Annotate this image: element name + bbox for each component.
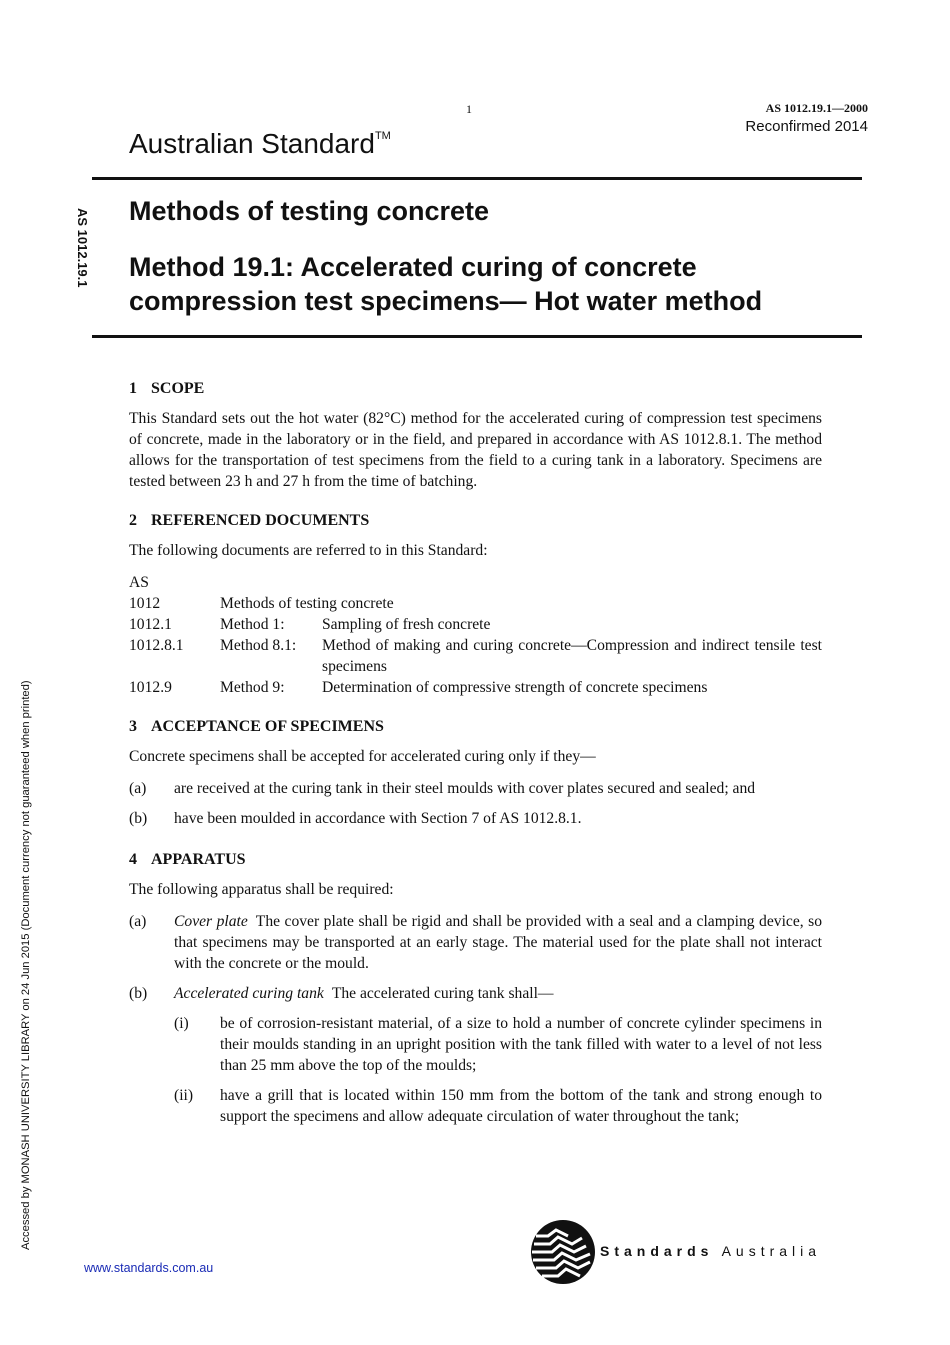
section-title: APPARATUS (151, 851, 246, 868)
scope-paragraph: This Standard sets out the hot water (82°C) method for the accelerated curing of compression test specimens of concrete, made in the laboratory or in the field, and prepared in accordance with AS 1012.8.1. The method allows for the transportation of test specimens from the field to a curing tank in a laboratory. Specimens are tested between 23 h and 27 h from the time of batching. (129, 410, 822, 490)
ref-description: Method of making and curing concrete—Compression and indirect tensile test specimens (322, 637, 822, 675)
list-item (129, 778, 822, 799)
section-heading-referenced (129, 510, 822, 531)
ref-method: Method 8.1: (220, 637, 297, 654)
reconfirmed-note: Reconfirmed 2014 (745, 118, 868, 135)
item-term: Cover plate (174, 913, 248, 930)
access-note (20, 680, 40, 1270)
list-text: be of corrosion-resistant material, of a size to hold a number of concrete cylinder specimens in their moulds standing in an upright position with the tank filled with water to a level of not less than 25 mm above the top of the moulds; (220, 1015, 822, 1074)
list-item (129, 808, 822, 829)
table-row (129, 677, 822, 698)
list-label: (a) (129, 913, 147, 930)
ref-method: Method 1: (220, 616, 285, 633)
list-text (174, 911, 822, 974)
section-title: ACCEPTANCE OF SPECIMENS (151, 718, 384, 735)
table-row (129, 593, 822, 614)
trademark-mark: TM (374, 130, 391, 142)
ref-description: Determination of compressive strength of concrete specimens (322, 679, 708, 696)
ref-method: Methods of testing concrete (220, 595, 394, 612)
item-term: Accelerated curing tank (174, 985, 324, 1002)
apparatus-intro: The following apparatus shall be required: (129, 881, 394, 898)
section-heading-acceptance (129, 716, 822, 737)
spine-label (70, 208, 94, 318)
top-rule (92, 177, 862, 180)
section-number: 2 (129, 512, 137, 529)
list-text (174, 983, 822, 1004)
standard-prefix: AS (129, 574, 149, 591)
ref-code: 1012 (129, 595, 161, 612)
list-label: (b) (129, 810, 148, 827)
list-label: (b) (129, 985, 148, 1002)
website-link[interactable]: www.standards.com.au (84, 1261, 214, 1275)
brand-name: Australian Standard (129, 128, 375, 159)
method-title: Method 19.1: Accelerated curing of concrete compression test specimens— Hot water method (129, 252, 763, 316)
list-text: have been moulded in accordance with Section 7 of AS 1012.8.1. (174, 810, 582, 827)
table-row (129, 614, 822, 635)
section-heading-apparatus (129, 849, 822, 870)
referenced-intro: The following documents are referred to in this Standard: (129, 542, 488, 559)
item-body: The accelerated curing tank shall— (331, 985, 554, 1002)
ref-code: 1012.1 (129, 616, 172, 633)
item-body: The cover plate shall be rigid and shall be provided with a seal and a clamping device, so that specimens may be transported at an early stage. The material used for the plate shall not interact with the concrete or the mould. (174, 913, 823, 972)
document-code: AS 1012.19.1—2000 (765, 101, 868, 115)
section-title: REFERENCED DOCUMENTS (151, 512, 370, 529)
logo-word-australia: Australia (721, 1243, 822, 1259)
section-title: SCOPE (151, 380, 205, 397)
ref-code: 1012.9 (129, 679, 172, 696)
sub-list-item (174, 1085, 822, 1127)
section-number: 4 (129, 851, 137, 868)
spine-label-text: AS 1012.19.1 (75, 208, 90, 288)
section-number: 1 (129, 380, 137, 397)
main-title: Methods of testing concrete (129, 196, 490, 226)
standards-australia-logo-icon (528, 1218, 598, 1286)
section-number: 3 (129, 718, 137, 735)
document-body (129, 378, 822, 1136)
title-rule (92, 335, 862, 338)
ref-method: Method 9: (220, 679, 285, 696)
list-text: are received at the curing tank in their steel moulds with cover plates secured and sealed; and (174, 780, 756, 797)
logo-word-standards: Standards (600, 1243, 714, 1259)
table-row (129, 635, 822, 677)
list-item (129, 911, 822, 974)
list-label: (i) (174, 1015, 189, 1032)
ref-code: 1012.8.1 (129, 637, 184, 654)
ref-description: Sampling of fresh concrete (322, 616, 491, 633)
logo-wordmark (600, 1243, 821, 1259)
list-item (129, 983, 822, 1004)
brand-title (129, 128, 391, 160)
list-label: (ii) (174, 1087, 194, 1104)
access-note-text: Accessed by MONASH UNIVERSITY LIBRARY on 24 Jun 2015 (Document currency not guaranteed when printed) (20, 680, 32, 1250)
sub-list-item (174, 1013, 822, 1076)
list-label: (a) (129, 780, 147, 797)
referenced-table (129, 572, 822, 698)
page-number: 1 (466, 102, 472, 116)
list-text: have a grill that is located within 150 mm from the bottom of the tank and strong enough to support the specimens and allow adequate circulation of water throughout the tank; (220, 1087, 822, 1125)
acceptance-intro: Concrete specimens shall be accepted for accelerated curing only if they— (129, 748, 596, 765)
table-row (129, 572, 822, 593)
section-heading-scope (129, 378, 822, 399)
